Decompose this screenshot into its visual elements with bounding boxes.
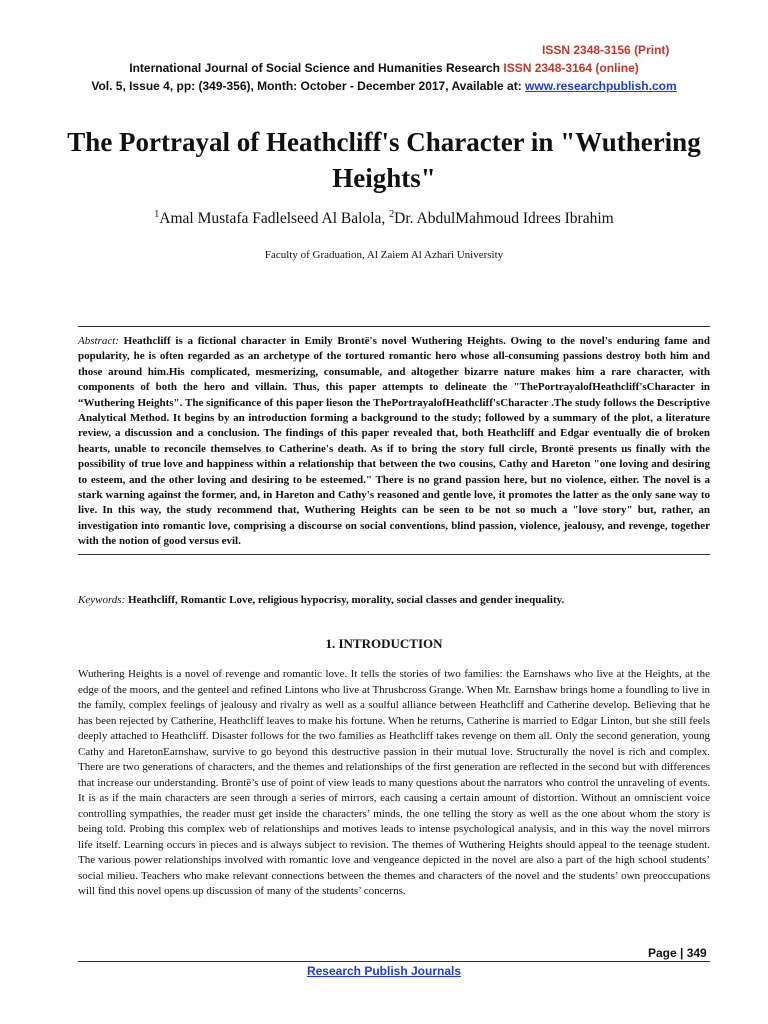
abstract-label: Abstract:: [78, 335, 119, 347]
issn-print: ISSN 2348-3156 (Print): [542, 43, 670, 57]
author2-superscript: 2: [389, 208, 395, 220]
volume-info: Vol. 5, Issue 4, pp: (349-356), Month: October - December 2017, Available at:: [91, 79, 522, 93]
keywords-line: [78, 594, 710, 606]
issn-online: ISSN 2348-3164 (online): [503, 61, 639, 75]
keywords-body: Heathcliff, Romantic Love, religious hypocrisy, morality, social classes and gender inequality.: [128, 594, 565, 606]
abstract-paragraph: [78, 334, 710, 550]
paper-title: The Portrayal of Heathcliff's Character in "Wuthering Heights": [67, 127, 701, 193]
abstract-section: [78, 326, 710, 555]
journal-name: International Journal of Social Science and Humanities Research: [129, 61, 501, 75]
authors-line: [0, 210, 768, 228]
footer-divider: [78, 961, 710, 962]
publisher-link[interactable]: Research Publish Journals: [306, 964, 462, 978]
author2-name: Dr. AbdulMahmoud Idrees Ibrahim: [394, 210, 614, 227]
keywords-label: Keywords:: [78, 594, 126, 606]
website-link[interactable]: www.researchpublish.com: [525, 79, 677, 93]
author1-superscript: 1: [154, 208, 160, 220]
introduction-heading: 1. INTRODUCTION: [325, 636, 443, 651]
author1-name: Amal Mustafa Fadlelseed Al Balola,: [159, 210, 390, 227]
affiliation: Faculty of Graduation, Al Zaiem Al Azhari University: [264, 249, 504, 261]
journal-name-line: [0, 61, 768, 75]
page-number: Page | 349: [648, 946, 707, 960]
volume-line: [0, 79, 768, 93]
abstract-body: Heathcliff is a fictional character in Emily Brontë's novel Wuthering Heights. Owing to the novel's enduring fame and popularity, he is often regarded as an archetype of the tortured romantic hero whose all-consuming passions destroy both him and those around him.His complicated, mesmerizing, consumable, and altogether bizarre nature makes him a rare character, with components of both the hero and villain. Thus, this paper attempts to delineate the "ThePortrayalofHeathcliff'sCharacter in “Wuthering Heights". The significance of this paper lieson the ThePortrayalofHeathcliff'sCharacter .The study follows the Descriptive Analytical Method. It begins by an introduction forming a background to the study; followed by a summary of the plot, a literature review, a discussion and a conclusion. The findings of this paper revealed that, both Heathcliff and Edgar eventually die of broken hearts, unable to reconcile themselves to Catherine's death. As if to bring the story full circle, Brontë presents us finally with the possibility of true love and happiness within a relationship that between the two cousins, Cathy and Hareton "one loving and desiring to esteem, and the other loving and desiring to be esteemed." There is no grand passion here, but no violence, either. The novel is a stark warning against the former, and, in Hareton and Cathy's reasoned and gentle love, it promotes the latter as the only sane way to live. In this way, the study recommend that, Wuthering Heights can be seen to be not so much a "love story" but, rather, an investigation into romantic love, comprising a discourse on social conventions, blind passion, violence, jealousy, and revenge, together with the notion of good versus evil.: [78, 335, 710, 548]
introduction-paragraph: Wuthering Heights is a novel of revenge and romantic love. It tells the stories of two families: the Earnshaws who live at the Heights, at the edge of the moors, and the genteel and refined Lintons who live at Thrushcross Grange. When Mr. Earnshaw brings home a foundling to live in the family, complex feelings of jealousy and rivalry as well as a soulful alliance between Heathcliff and Catherine develop. Believing that he has been rejected by Catherine, Heathcliff leaves to make his fortune. When he returns, Catherine is married to Edgar Linton, but she still feels deeply attached to Heathcliff. Disaster follows for the two families as Heathcliff takes revenge on them all. Only the second generation, young Cathy and HaretonEarnshaw, survive to go beyond this destructive passion in their mutual love. Structurally the novel is rich and complex. There are two generations of characters, and the themes and relationships of the first generation are reflected in the second but with differences that increase our understanding. Brontë’s use of point of view leads to many questions about the narrators who control the unraveling of events. It is as if the main characters are seen through a series of mirrors, each causing a certain amount of distortion. Without an omniscient voice controlling sympathies, the reader must get inside the characters’ minds, the one telling the story as well as the one about whom the story is being told. Probing this complex web of relationships and motives leads to intense psychological analysis, and in this way the novel mirrors life itself. Learning occurs in pieces and is always subject to revision. The themes of Wuthering Heights should appeal to the teenage student. The various power relationships involved with romantic love and vengeance depicted in the novel are also a part of the high school students’ social milieu. Teachers who make relevant connections between the themes and characters of the novel and the students’ own preoccupations will find this novel opens up discussion of many of the students’ concerns.: [78, 668, 710, 897]
